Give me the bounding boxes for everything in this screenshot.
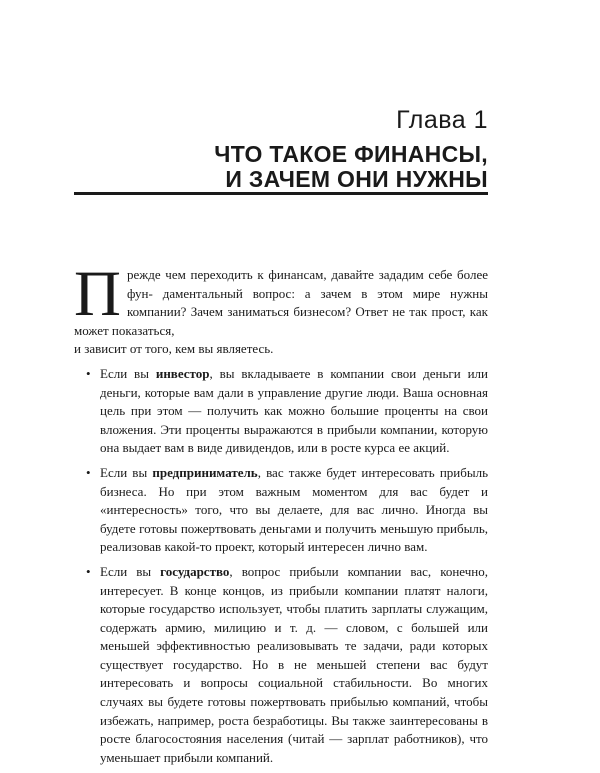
bullet-icon: •	[86, 464, 91, 480]
term-state: государство	[160, 563, 230, 579]
chapter-title-line-1: ЧТО ТАКОЕ ФИНАНСЫ,	[214, 141, 488, 167]
term-investor: инвестор	[155, 365, 210, 381]
intro-line-2: даментальный вопрос: а зачем в этом мире нужны компании? Зачем	[126, 285, 488, 320]
intro-line-1: режде чем переходить к финансам, давайте зададим себе более фун-	[126, 267, 488, 301]
list-item-text: , вас также будет интересовать прибыль бизнеса. Но при этом важным моментом для вас будет и «интересность» того, что вы делаете, для вас лично. Иногда вы будете готовы пожертвовать деньгами и получить меньшую прибыль, реализовав какой-то проект, который интересен лично вам.	[100, 464, 489, 555]
bullet-icon: •	[86, 365, 91, 381]
list-item-prefix: Если вы	[100, 464, 153, 480]
chapter-divider	[74, 192, 488, 195]
stakeholder-list	[74, 365, 488, 767]
chapter-number: Глава 1	[396, 106, 488, 134]
list-item-entrepreneur	[74, 464, 488, 557]
list-item-text: , вы вкладываете в компании свои деньги или деньги, которые вам дали в управление другие люди. Ваша основная цель при этом — получить как можно большие проценты на свои вложения. Эти проценты выражаются в прибыли компании, которую она выдает вам в виде дивидендов, или в росте курса ее акций.	[100, 365, 489, 456]
chapter-body	[74, 258, 489, 773]
intro-line-4: и зависит от того, кем вы являетесь.	[74, 341, 274, 357]
intro-line-3: заниматься бизнесом? Ответ не так прост, как может показаться,	[74, 304, 488, 338]
chapter-title-line-2: И ЗАЧЕМ ОНИ НУЖНЫ	[225, 166, 488, 192]
list-item-investor	[74, 365, 488, 458]
bullet-icon: •	[86, 563, 91, 579]
list-item-state	[74, 563, 488, 768]
term-entrepreneur: предприниматель	[152, 464, 258, 480]
list-item-text: , вопрос прибыли компании вас, конечно, интересует. В конце концов, из прибыли компании платят налоги, которые государство использует, чтобы платить зарплаты служащим, содержать армию, милицию и т. д. — словом, с большей или меньшей эффективностью реализовывать те задачи, ради которых существует государство. Но в не меньшей степени вас будут интересовать и вопросы социальной стабильности. Во многих случаях вы будете готовы пожертвовать прибылью компаний, чтобы избежать, например, роста безработицы. Вы также заинтересованы в росте благосостояния населения (читай — зарплат работников), что уменьшает прибыли компаний.	[100, 563, 489, 765]
intro-paragraph	[74, 258, 488, 359]
list-item-prefix: Если вы	[100, 563, 161, 579]
chapter-title	[214, 142, 488, 192]
drop-cap: П	[74, 258, 121, 330]
list-item-prefix: Если вы	[100, 365, 156, 381]
